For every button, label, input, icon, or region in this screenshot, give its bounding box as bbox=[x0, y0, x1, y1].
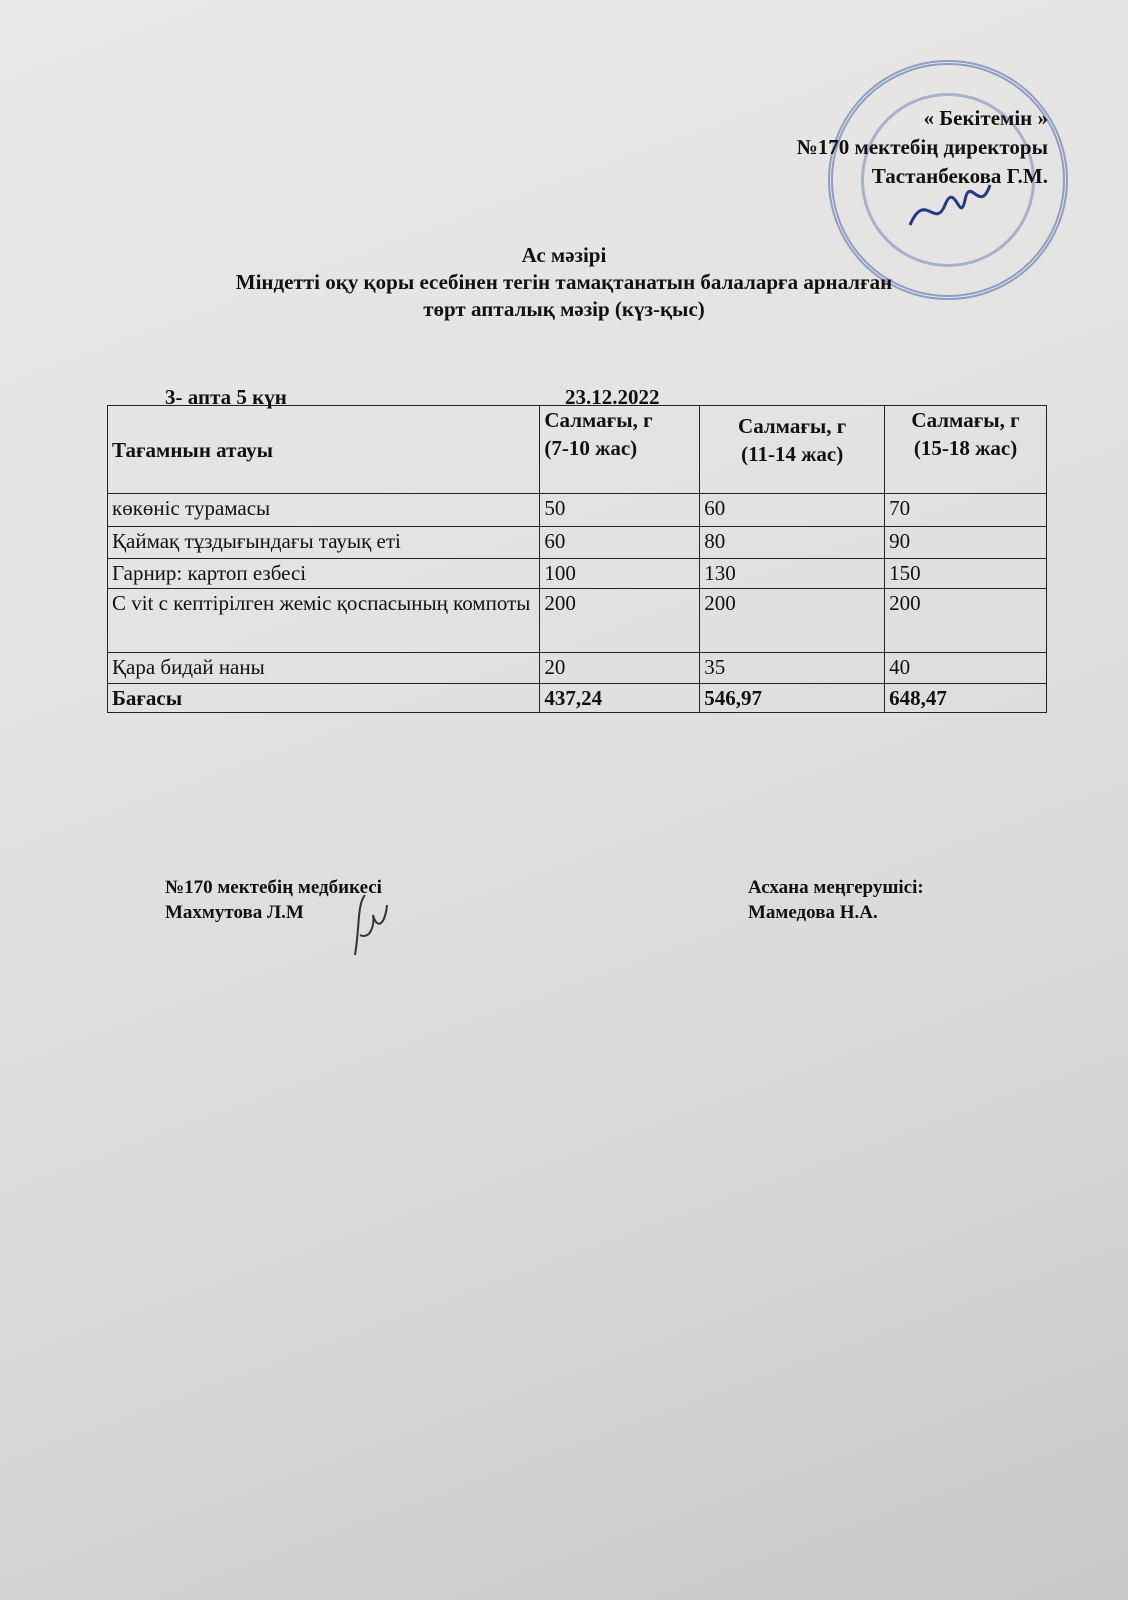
header-weight-15-18: Салмағы, г (15-18 жас) bbox=[885, 406, 1047, 494]
approval-heading: « Бекітемін » bbox=[923, 106, 1048, 130]
title-line-1: Ас мәзірі bbox=[521, 243, 607, 267]
canteen-signature-block bbox=[748, 875, 924, 925]
weight-cell: 200 bbox=[885, 589, 1047, 653]
table-row bbox=[108, 559, 1047, 589]
weight-cell: 200 bbox=[700, 589, 885, 653]
weight-cell: 90 bbox=[885, 527, 1047, 559]
weight-cell: 35 bbox=[700, 653, 885, 684]
menu-table bbox=[107, 405, 1047, 713]
nurse-signature bbox=[345, 885, 395, 965]
weight-cell: 200 bbox=[540, 589, 700, 653]
weight-cell: 150 bbox=[885, 559, 1047, 589]
director-name: Тастанбекова Г.М. bbox=[871, 164, 1048, 188]
weight-cell: 70 bbox=[885, 494, 1047, 527]
dish-name: көкөніс турамасы bbox=[108, 494, 540, 527]
price-label: Бағасы bbox=[108, 684, 540, 713]
price-cell: 648,47 bbox=[885, 684, 1047, 713]
header-weight-7-10: Салмағы, г (7-10 жас) bbox=[540, 406, 700, 494]
weight-cell: 100 bbox=[540, 559, 700, 589]
nurse-title: №170 мектебің медбикесі bbox=[165, 877, 382, 898]
header-weight-11-14: Салмағы, г (11-14 жас) bbox=[700, 406, 885, 494]
table-row bbox=[108, 527, 1047, 559]
table-row bbox=[108, 653, 1047, 684]
weight-cell: 130 bbox=[700, 559, 885, 589]
dish-name: C vit с кептірілген жеміс қоспасының компоты bbox=[108, 589, 540, 653]
table-header-row bbox=[108, 406, 1047, 494]
dish-name: Қара бидай наны bbox=[108, 653, 540, 684]
price-cell: 546,97 bbox=[700, 684, 885, 713]
weight-cell: 20 bbox=[540, 653, 700, 684]
document-title bbox=[0, 242, 1128, 323]
weight-cell: 40 bbox=[885, 653, 1047, 684]
canteen-manager-name: Мамедова Н.А. bbox=[748, 902, 878, 923]
dish-name: Гарнир: картоп езбесі bbox=[108, 559, 540, 589]
weight-cell: 60 bbox=[700, 494, 885, 527]
table-row bbox=[108, 589, 1047, 653]
table-total-row bbox=[108, 684, 1047, 713]
price-cell: 437,24 bbox=[540, 684, 700, 713]
nurse-name: Махмутова Л.М bbox=[165, 902, 304, 923]
director-title: №170 мектебің директоры bbox=[796, 135, 1048, 159]
canteen-manager-title: Асхана меңгерушісі: bbox=[748, 877, 924, 898]
title-line-2: Міндетті оқу қоры есебінен тегін тамақтанатын балаларға арналған bbox=[235, 270, 893, 294]
weight-cell: 80 bbox=[700, 527, 885, 559]
title-line-3: төрт апталық мәзір (күз-қыс) bbox=[423, 297, 705, 321]
weight-cell: 60 bbox=[540, 527, 700, 559]
header-dish-name: Тағамнын атауы bbox=[108, 406, 540, 494]
table-row bbox=[108, 494, 1047, 527]
approval-block bbox=[797, 104, 1048, 191]
menu-date: 23.12.2022 bbox=[565, 385, 660, 409]
weight-cell: 50 bbox=[540, 494, 700, 527]
week-label: 3- апта 5 күн bbox=[165, 385, 287, 409]
dish-name: Қаймақ тұздығындағы тауық еті bbox=[108, 527, 540, 559]
